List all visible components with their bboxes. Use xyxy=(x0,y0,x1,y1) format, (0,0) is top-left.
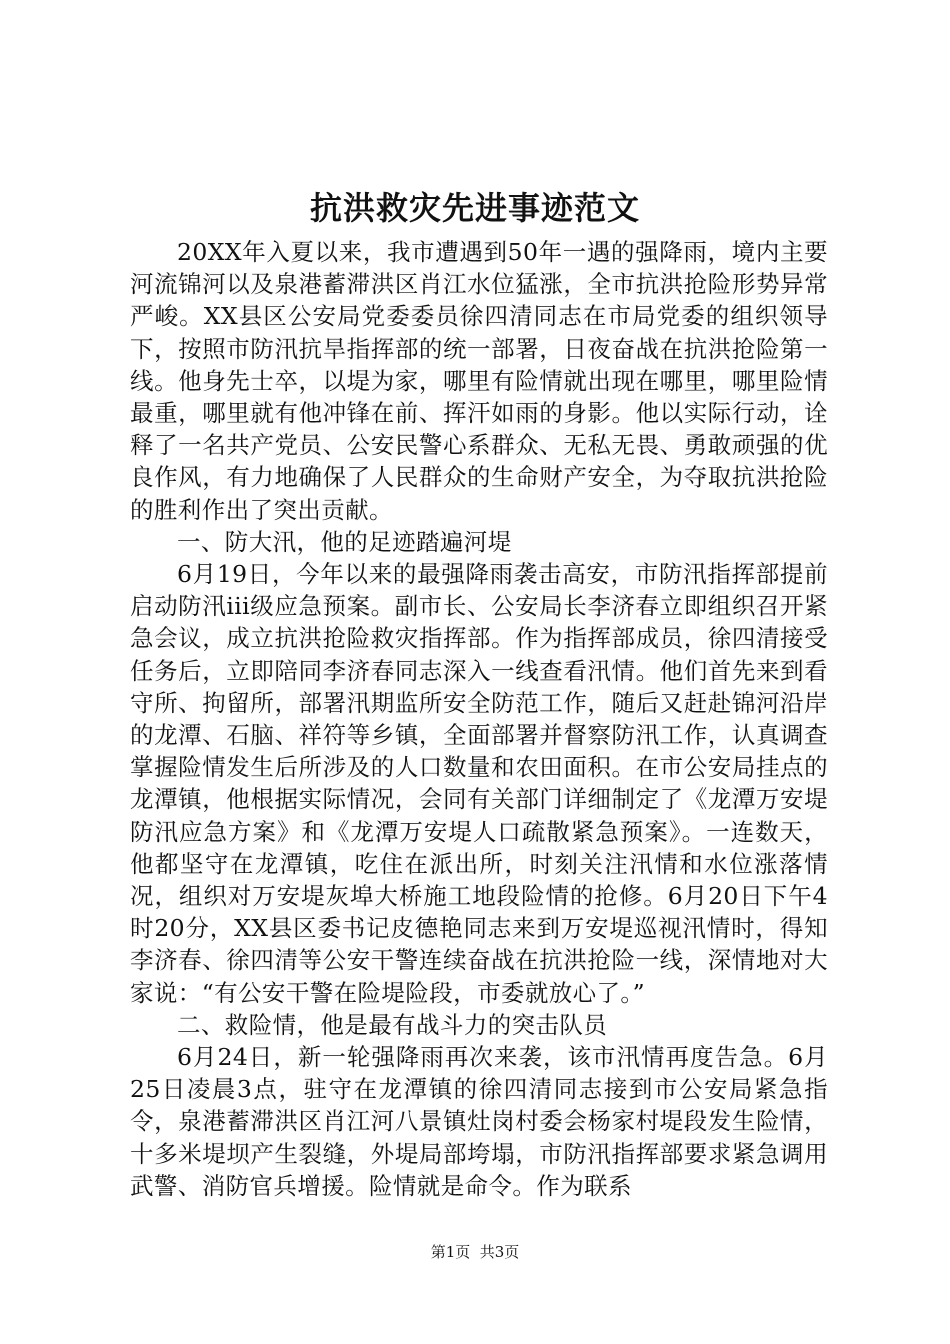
document-title: 抗洪救灾先进事迹范文 xyxy=(309,189,640,227)
paragraph-section-2: 6月24日，新一轮强降雨再次来袭，该市汛情再度告急。6月25日凌晨3点，驻守在龙潭镇的徐四清同志接到市公安局紧急指令，泉港蓄滞洪区肖江河八景镇灶岗村委会杨家村堤段发生险情，十多米堤坝产生裂缝，外堤局部垮塌，市防汛指挥部要求紧急调用武警、消防官兵增援。险情就是命令。作为联系 xyxy=(130,1043,828,1200)
section-heading-2: 二、救险情，他是最有战斗力的突击队员 xyxy=(177,1010,608,1039)
paragraph-intro: 20XX年入夏以来，我市遭遇到50年一遇的强降雨，境内主要河流锦河以及泉港蓄滞洪区肖江水位猛涨，全市抗洪抢险形势异常严峻。XX县区公安局党委委员徐四清同志在市局党委的组织领导下，按照市防汛抗旱指挥部的统一部署，日夜奋战在抗洪抢险第一线。他身先士卒，以堤为家，哪里有险情就出现在哪里，哪里险情最重，哪里就有他冲锋在前、挥汗如雨的身影。他以实际行动，诠释了一名共产党员、公安民警心系群众、无私无畏、勇敢顽强的优良作风，有力地确保了人民群众的生命财产安全，为夺取抗洪抢险的胜利作出了突出贡献。 xyxy=(130,238,828,524)
paragraph-section-1: 6月19日，今年以来的最强降雨袭击高安，市防汛指挥部提前启动防汛iii级应急预案。副市长、公安局长李济春立即组织召开紧急会议，成立抗洪抢险救灾指挥部。作为指挥部成员，徐四清接受任务后，立即陪同李济春同志深入一线查看汛情。他们首先来到看守所、拘留所，部署汛期监所安全防范工作，随后又赶赴锦河沿岸的龙潭、石脑、祥符等乡镇，全面部署并督察防汛工作，认真调查掌握险情发生后所涉及的人口数量和农田面积。在市公安局挂点的龙潭镇，他根据实际情况，会同有关部门详细制定了《龙潭万安堤防汛应急方案》和《龙潭万安堤人口疏散紧急预案》。一连数天，他都坚守在龙潭镇，吃住在派出所，时刻关注汛情和水位涨落情况，组织对万安堤灰埠大桥施工地段险情的抢修。6月20日下午4时20分，XX县区委书记皮德艳同志来到万安堤巡视汛情时，得知李济春、徐四清等公安干警连续奋战在抗洪抢险一线，深情地对大家说：“有公安干警在险堤险段，市委就放心了。” xyxy=(130,560,828,1007)
page-number: 第1页 共3页 xyxy=(430,1243,520,1261)
document-body xyxy=(130,236,828,1202)
section-heading-1: 一、防大汛，他的足迹踏遍河堤 xyxy=(177,527,512,556)
page-footer xyxy=(0,1242,950,1262)
